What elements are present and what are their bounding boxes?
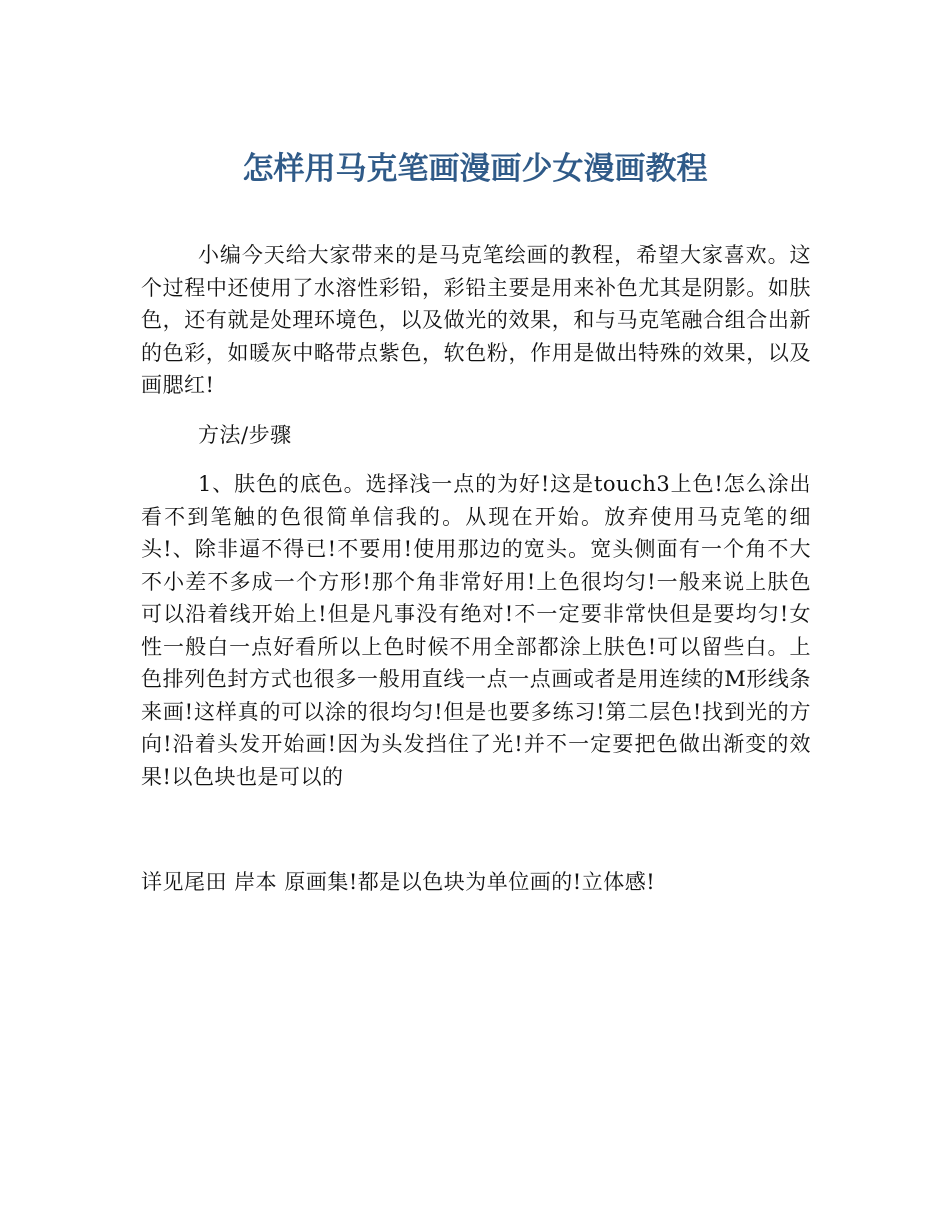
step-1-paragraph: 1、肤色的底色。选择浅一点的为好!这是touch3上色!怎么涂出看不到笔触的色很简单信我的。从现在开始。放弃使用马克笔的细头!、除非逼不得已!不要用!使用那边的宽头。宽头侧面有一个角不大不小差不多成一个方形!那个角非常好用!上色很均匀!一般来说上肤色可以沿着线开始上!但是凡事没有绝对!不一定要非常快但是要均匀!女性一般白一点好看所以上色时候不用全部都涂上肤色!可以留些白。上色排列色封方式也很多一般用直线一点一点画或者是用连续的M形线条来画!这样真的可以涂的很均匀!但是也要多练习!第二层色!找到光的方向!沿着头发开始画!因为头发挡住了光!并不一定要把色做出渐变的效果!以色块也是可以的 (141, 472, 811, 789)
intro-paragraph: 小编今天给大家带来的是马克笔绘画的教程，希望大家喜欢。这个过程中还使用了水溶性彩铅，彩铅主要是用来补色尤其是阴影。如肤色，还有就是处理环境色，以及做光的效果，和与马克笔融合组合出新的色彩，如暖灰中略带点紫色，软色粉，作用是做出特殊的效果，以及画腮红! (141, 243, 811, 397)
method-heading: 方法/步骤 (198, 423, 292, 447)
see-also-paragraph: 详见尾田 岸本 原画集!都是以色块为单位画的!立体感! (141, 870, 656, 894)
page-title: 怎样用马克笔画漫画少女漫画教程 (242, 151, 708, 187)
